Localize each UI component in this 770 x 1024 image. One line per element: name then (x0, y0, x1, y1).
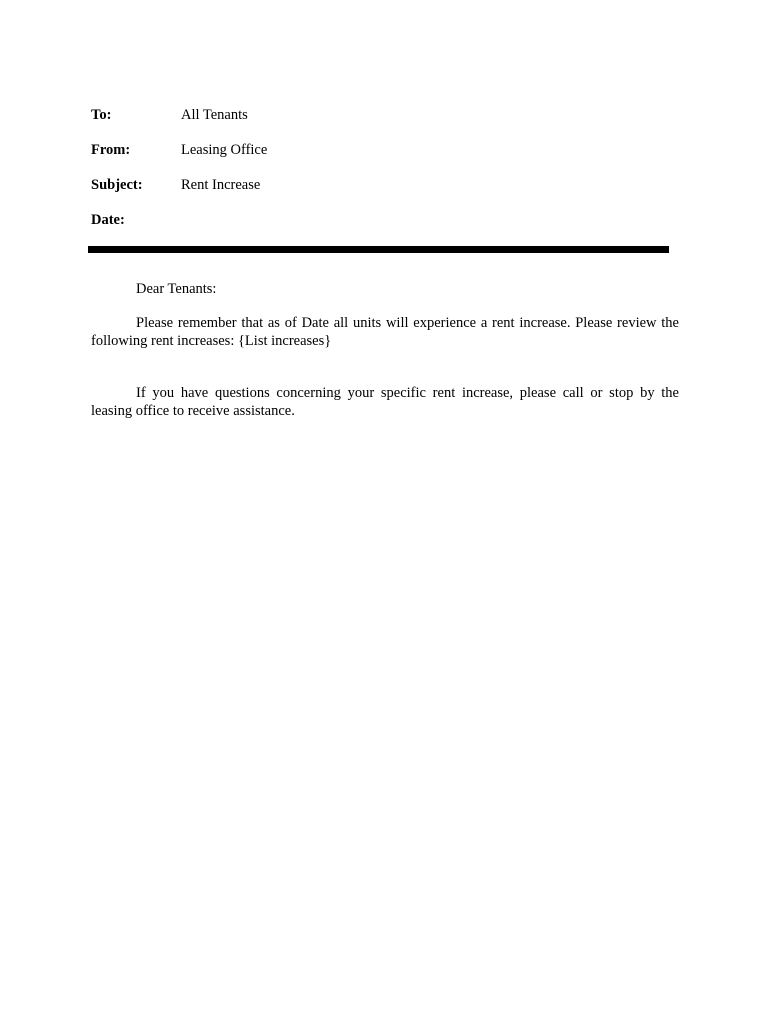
to-label: To: (91, 107, 112, 123)
paragraph-rent-increase: Please remember that as of Date all units will experience a rent increase. Please review the following rent increases: {List increases} (91, 315, 679, 349)
letter-body (91, 280, 679, 454)
memo-header (91, 106, 671, 246)
subject-label: Subject: (91, 177, 143, 193)
salutation: Dear Tenants: (136, 281, 217, 297)
memo-date-row (91, 211, 671, 246)
memo-subject-row (91, 176, 671, 211)
paragraph-questions: If you have questions concerning your specific rent increase, please call or stop by the leasing office to receive assistance. (91, 385, 679, 419)
memo-from-row (91, 141, 671, 176)
header-divider (88, 246, 669, 253)
date-label: Date: (91, 212, 125, 228)
from-label: From: (91, 142, 131, 158)
from-value: Leasing Office (181, 142, 268, 158)
memo-to-row (91, 106, 671, 141)
subject-value: Rent Increase (181, 177, 261, 193)
to-value: All Tenants (181, 107, 248, 123)
